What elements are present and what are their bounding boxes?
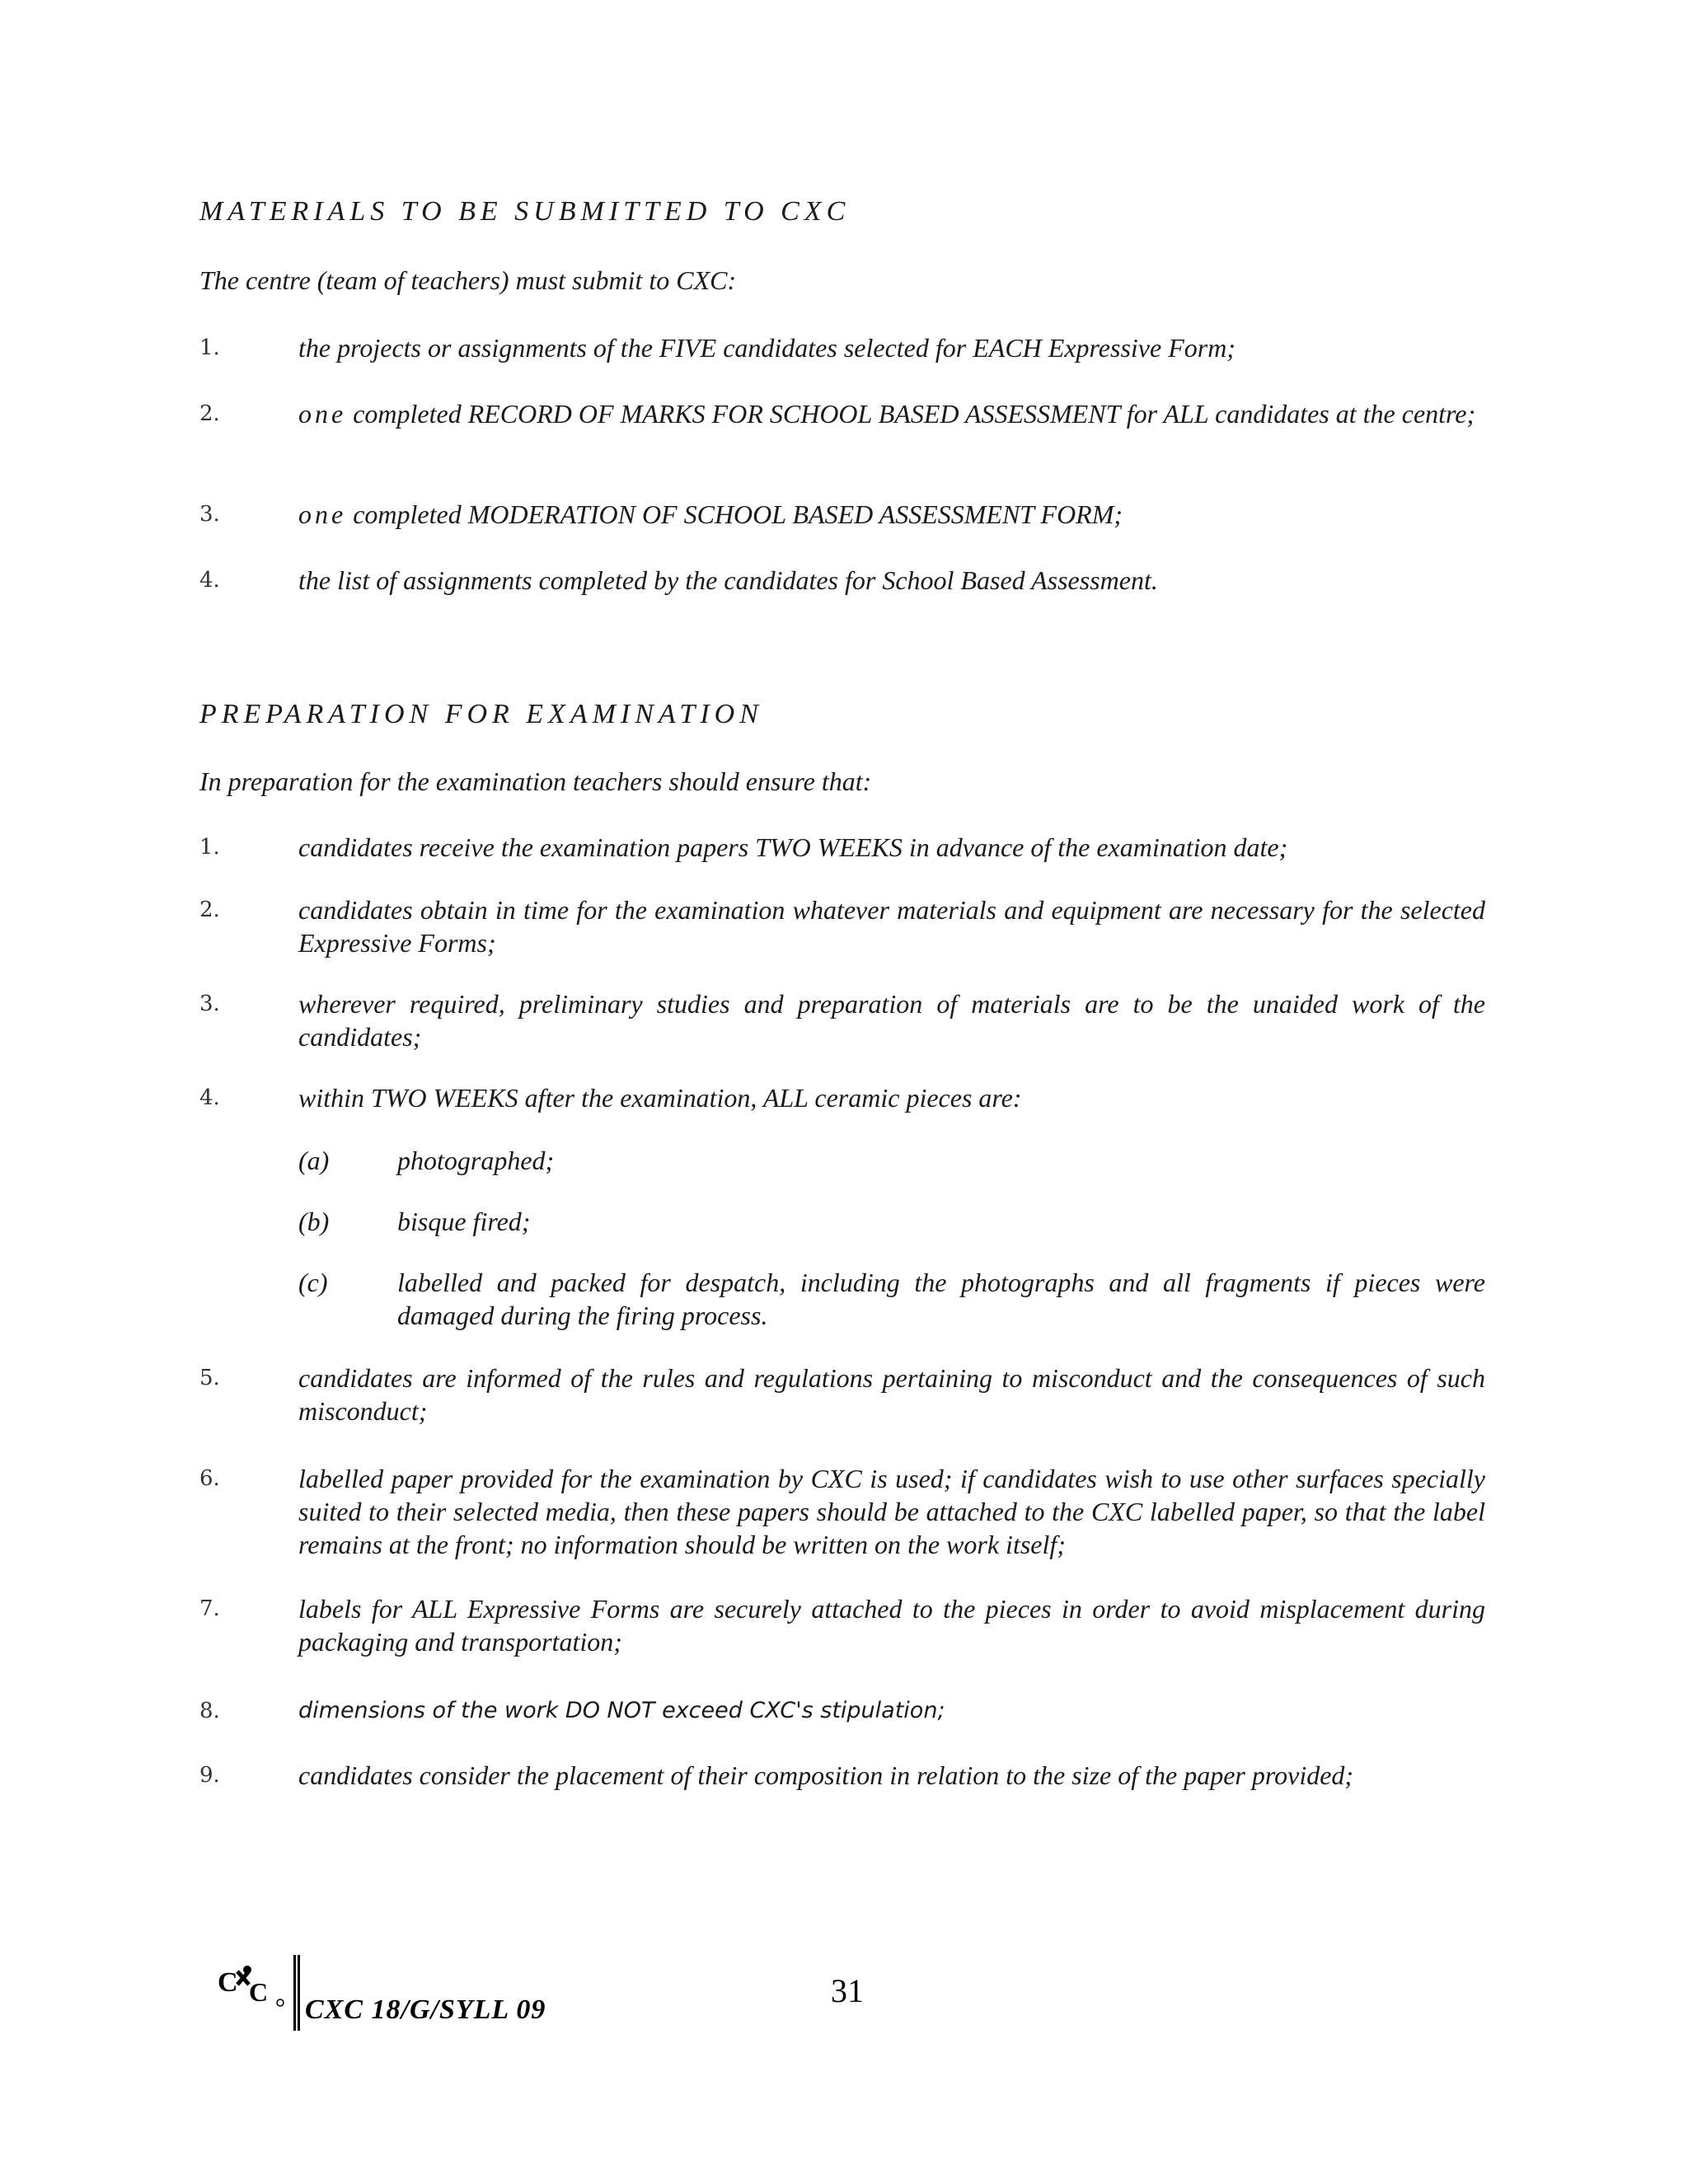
list-item <box>199 987 1485 1053</box>
list-number: 6. <box>199 1466 220 1491</box>
list-number: 1. <box>199 335 220 360</box>
list-item <box>199 1694 1485 1727</box>
list-number: 2. <box>199 401 220 426</box>
list-text: the projects or assignments of the FIVE candidates selected for EACH Expressive Form; <box>298 333 1236 363</box>
list-text: candidates obtain in time for the examination whatever materials and equipment are necessary for the selected Expressive Forms; <box>298 895 1485 958</box>
list-text-body: completed RECORD OF MARKS FOR SCHOOL BASED ASSESSMENT for ALL candidates at the centre; <box>346 399 1476 429</box>
list-item <box>199 331 1485 364</box>
footer-divider <box>293 1955 300 2031</box>
list-item <box>199 1361 1485 1427</box>
list-number: 5. <box>199 1366 220 1390</box>
list-number: 3. <box>199 502 220 527</box>
sub-list-letter: (b) <box>298 1207 330 1236</box>
list-number: 1. <box>199 835 220 860</box>
sub-list-text: bisque fired; <box>397 1207 531 1236</box>
sub-list-text: photographed; <box>397 1146 555 1175</box>
list-text <box>298 397 1485 430</box>
list-item <box>199 1759 1485 1792</box>
sub-list-text: labelled and packed for despatch, including the photographs and all fragments if pieces were damaged during the firing process. <box>397 1268 1485 1330</box>
section-heading-materials: MATERIALS TO BE SUBMITTED TO CXC <box>199 196 851 227</box>
list-text: candidates are informed of the rules and regulations pertaining to misconduct and the consequences of such misconduct; <box>298 1363 1485 1426</box>
list-text: labelled paper provided for the examination by CXC is used; if candidates wish to use other surfaces specially suited to their selected media, then these papers should be attached to the CXC labelled paper, so that the label remains at the front; no information should be written on the work itself; <box>298 1464 1485 1559</box>
list-number: 4. <box>199 1085 220 1110</box>
cxc-logo <box>216 1960 287 2014</box>
list-item <box>199 893 1485 959</box>
list-text <box>298 498 1485 531</box>
sub-list-letter: (c) <box>298 1268 328 1297</box>
list-item <box>199 1081 1485 1114</box>
sub-list-item <box>298 1266 1485 1332</box>
list-text-body: completed MODERATION OF SCHOOL BASED ASSESSMENT FORM; <box>346 499 1123 529</box>
section-intro-preparation: In preparation for the examination teachers should ensure that: <box>199 766 872 796</box>
list-number: 3. <box>199 991 220 1016</box>
sub-list-item <box>298 1144 1485 1177</box>
svg-text:C: C <box>218 1967 238 1998</box>
list-item <box>199 498 1485 531</box>
list-number: 2. <box>199 898 220 922</box>
sub-list-letter: (a) <box>298 1146 330 1175</box>
svg-text:C: C <box>249 1977 269 2007</box>
list-text-lead: one <box>298 499 347 529</box>
list-text: candidates receive the examination papers TWO WEEKS in advance of the examination date; <box>298 832 1288 862</box>
section-heading-preparation: PREPARATION FOR EXAMINATION <box>199 699 763 729</box>
list-number: 9. <box>199 1763 220 1788</box>
list-number: 8. <box>199 1699 220 1723</box>
sub-list-item <box>298 1205 1485 1238</box>
section-intro-materials: The centre (team of teachers) must submit to CXC: <box>199 265 737 295</box>
list-text: within TWO WEEKS after the examination, ALL ceramic pieces are: <box>298 1083 1022 1113</box>
list-text: candidates consider the placement of their composition in relation to the size of the paper provided; <box>298 1760 1354 1790</box>
list-item <box>199 1462 1485 1561</box>
list-number: 7. <box>199 1596 220 1621</box>
syllabus-code: CXC 18/G/SYLL 09 <box>305 1994 546 2025</box>
list-text-lead: one <box>298 399 347 429</box>
page-number: 31 <box>831 1972 864 2009</box>
list-text: labels for ALL Expressive Forms are securely attached to the pieces in order to avoid misplacement during packaging and transportation; <box>298 1594 1485 1657</box>
list-item <box>199 1592 1485 1658</box>
list-item <box>199 564 1485 597</box>
list-text: dimensions of the work DO NOT exceed CXC's stipulation; <box>298 1698 945 1723</box>
list-item <box>199 831 1485 864</box>
list-number: 4. <box>199 568 220 593</box>
list-text: wherever required, preliminary studies and preparation of materials are to be the unaided work of the candidates; <box>298 989 1485 1052</box>
list-text: the list of assignments completed by the candidates for School Based Assessment. <box>298 565 1158 595</box>
list-item <box>199 397 1485 430</box>
